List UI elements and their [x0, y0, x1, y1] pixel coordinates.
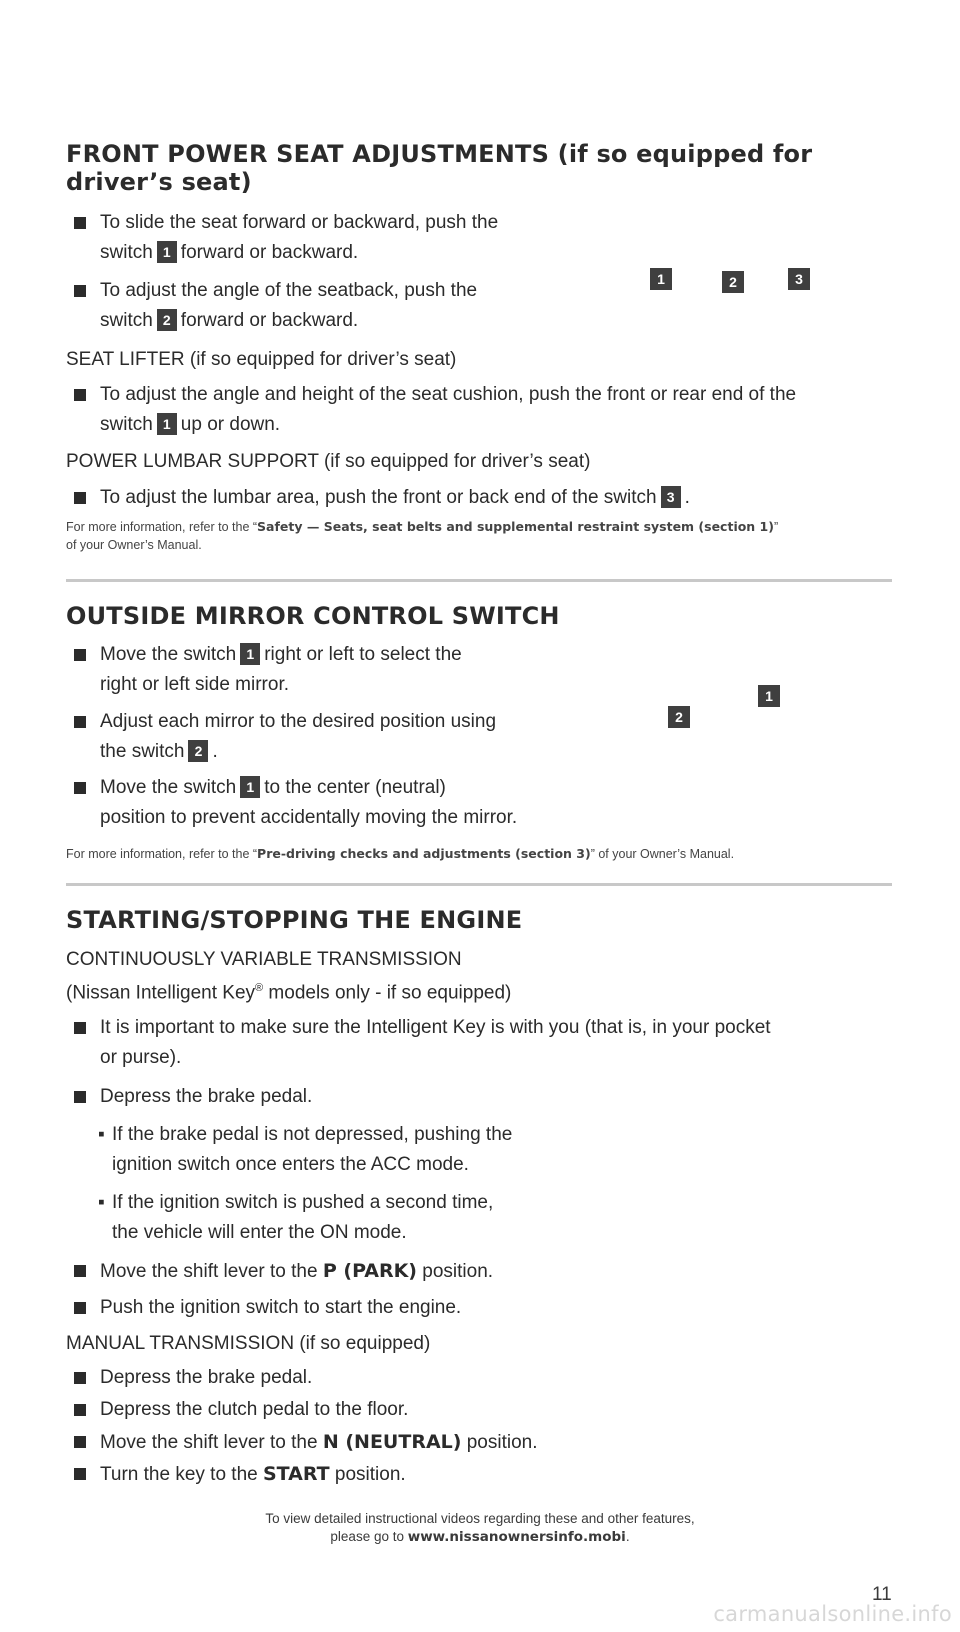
bullet-text: right or left side mirror. [100, 674, 289, 695]
note-section-ref: Safety — Seats, seat belts and supplemental restraint system (section 1) [257, 519, 774, 534]
callout-badge: 3 [661, 486, 681, 508]
seat-lifter-label: SEAT LIFTER (if so equipped for driver’s seat) [66, 349, 457, 370]
engine-subpoint-on [98, 1188, 494, 1248]
bullet-text: or purse). [100, 1047, 182, 1068]
sub-text: ignition switch once enters the ACC mode. [112, 1154, 469, 1175]
period: . [684, 487, 690, 508]
manual-bullet-brake [80, 1363, 312, 1393]
cvt-sublabel [66, 973, 511, 1008]
mirror-bullet-neutral [80, 773, 517, 833]
cvt-label: CONTINUOUSLY VARIABLE TRANSMISSION [66, 949, 462, 970]
bullet-text: right or left to select the [264, 644, 462, 665]
section-divider [66, 579, 892, 582]
bullet-square-icon [74, 649, 86, 661]
figure-callout-1: 1 [758, 685, 780, 707]
bullet-square-icon [74, 1372, 86, 1384]
sub-bullet-icon: ▪ [98, 1124, 105, 1145]
bullet-square-icon [74, 1468, 86, 1480]
bullet-square-icon [74, 389, 86, 401]
seat-heading-line2: driver’s seat) [66, 168, 252, 196]
sub-bullet-icon: ▪ [98, 1192, 105, 1213]
mirror-reference-note [66, 845, 734, 863]
manual-bullet-start [80, 1459, 406, 1490]
cvt-sub-text: models only - if so equipped) [263, 982, 512, 1004]
footer-website-link[interactable]: www.nissanownersinfo.mobi [407, 1529, 626, 1545]
seat-bullet-slide [80, 208, 498, 268]
footer-text: please go to [330, 1529, 408, 1544]
footer-line1: To view detailed instructional videos regarding these and other features, [265, 1511, 695, 1526]
footer-line2 [0, 1528, 960, 1546]
note-text: of your Owner’s Manual. [66, 538, 202, 552]
callout-badge: 1 [157, 241, 177, 263]
bullet-square-icon [74, 217, 86, 229]
bullet-square-icon [74, 492, 86, 504]
switch-word: switch [100, 310, 153, 331]
bullet-text: position. [329, 1464, 406, 1485]
mirror-heading: OUTSIDE MIRROR CONTROL SWITCH [66, 602, 560, 630]
figure-callout-3: 3 [788, 268, 810, 290]
neutral-position-label: N (NEUTRAL) [322, 1431, 462, 1453]
callout-badge: 1 [157, 413, 177, 435]
bullet-text: Turn the key to the [100, 1464, 263, 1485]
bullet-text: Move the switch [100, 644, 237, 665]
bullet-square-icon [74, 1404, 86, 1416]
page-number: 11 [872, 1584, 892, 1605]
switch-word: switch [100, 414, 153, 435]
mirror-bullet-select [80, 640, 462, 700]
section-divider [66, 883, 892, 886]
note-text: For more information, refer to the “ [66, 520, 258, 534]
bullet-text: Move the switch [100, 777, 237, 798]
bullet-square-icon [74, 1022, 86, 1034]
watermark: carmanualsonline.info [713, 1602, 952, 1626]
seat-bullet-lumbar [80, 483, 690, 513]
bullet-square-icon [74, 1091, 86, 1103]
bullet-text: To slide the seat forward or backward, push the [100, 212, 499, 233]
engine-bullet-brake [80, 1082, 312, 1112]
sub-text: the vehicle will enter the ON mode. [112, 1222, 407, 1243]
seat-bullet-lifter [80, 380, 796, 440]
lumbar-label: POWER LUMBAR SUPPORT (if so equipped for driver’s seat) [66, 451, 591, 472]
bullet-text: forward or backward. [180, 310, 359, 331]
seat-heading-line1: FRONT POWER SEAT ADJUSTMENTS (if so equipped for [66, 140, 813, 168]
note-text: For more information, refer to the “ [66, 847, 258, 861]
seat-reference-note [66, 518, 778, 554]
footer-text: . [625, 1529, 630, 1544]
engine-bullet-key [80, 1013, 771, 1073]
bullet-text: Depress the brake pedal. [100, 1367, 313, 1388]
bullet-text: Adjust each mirror to the desired position using [100, 711, 497, 732]
period: . [212, 741, 218, 762]
engine-subpoint-acc [98, 1120, 513, 1180]
engine-bullet-ignition [80, 1293, 461, 1323]
engine-heading: STARTING/STOPPING THE ENGINE [66, 906, 523, 934]
bullet-square-icon [74, 1436, 86, 1448]
bullet-text: Depress the clutch pedal to the floor. [100, 1399, 409, 1420]
note-section-ref: Pre-driving checks and adjustments (section 3) [257, 846, 591, 861]
bullet-square-icon [74, 782, 86, 794]
bullet-text: up or down. [180, 414, 281, 435]
figure-callout-2: 2 [668, 706, 690, 728]
start-position-label: START [263, 1463, 330, 1485]
manual-bullet-clutch [80, 1395, 408, 1425]
bullet-text: forward or backward. [180, 242, 359, 263]
bullet-text: position to prevent accidentally moving the mirror. [100, 807, 518, 828]
bullet-text: Push the ignition switch to start the engine. [100, 1297, 462, 1318]
bullet-text: To adjust the angle and height of the seat cushion, push the front or rear end of the [100, 384, 797, 405]
bullet-square-icon [74, 1265, 86, 1277]
bullet-text: Move the shift lever to the [100, 1432, 323, 1453]
note-text: ” of your Owner’s Manual. [590, 847, 735, 861]
bullet-text: To adjust the lumbar area, push the front or back end of the switch [100, 487, 657, 508]
bullet-square-icon [74, 285, 86, 297]
callout-badge: 2 [188, 740, 208, 762]
bullet-square-icon [74, 1302, 86, 1314]
engine-bullet-park [80, 1256, 493, 1287]
bullet-text: position. [461, 1432, 538, 1453]
manual-transmission-label: MANUAL TRANSMISSION (if so equipped) [66, 1333, 431, 1354]
bullet-text: position. [417, 1261, 494, 1282]
bullet-text: the switch [100, 741, 185, 762]
manual-bullet-neutral [80, 1427, 538, 1458]
bullet-text: It is important to make sure the Intelligent Key is with you (that is, in your pocket [100, 1017, 771, 1038]
cvt-sub-text: (Nissan Intelligent Key [66, 982, 256, 1004]
callout-badge: 1 [240, 776, 260, 798]
bullet-text: to the center (neutral) [264, 777, 446, 798]
sub-text: If the brake pedal is not depressed, pushing the [112, 1124, 513, 1145]
figure-callout-1: 1 [650, 268, 672, 290]
callout-badge: 2 [157, 309, 177, 331]
registered-mark: ® [255, 982, 264, 994]
bullet-square-icon [74, 716, 86, 728]
park-position-label: P (PARK) [322, 1260, 417, 1282]
switch-word: switch [100, 242, 153, 263]
mirror-bullet-adjust [80, 707, 496, 767]
figure-callout-2: 2 [722, 271, 744, 293]
note-text: ” [773, 520, 779, 534]
callout-badge: 1 [240, 643, 260, 665]
bullet-text: Depress the brake pedal. [100, 1086, 313, 1107]
bullet-text: Move the shift lever to the [100, 1261, 323, 1282]
seat-bullet-angle [80, 276, 477, 336]
sub-text: If the ignition switch is pushed a second time, [112, 1192, 494, 1213]
bullet-text: To adjust the angle of the seatback, push the [100, 280, 478, 301]
